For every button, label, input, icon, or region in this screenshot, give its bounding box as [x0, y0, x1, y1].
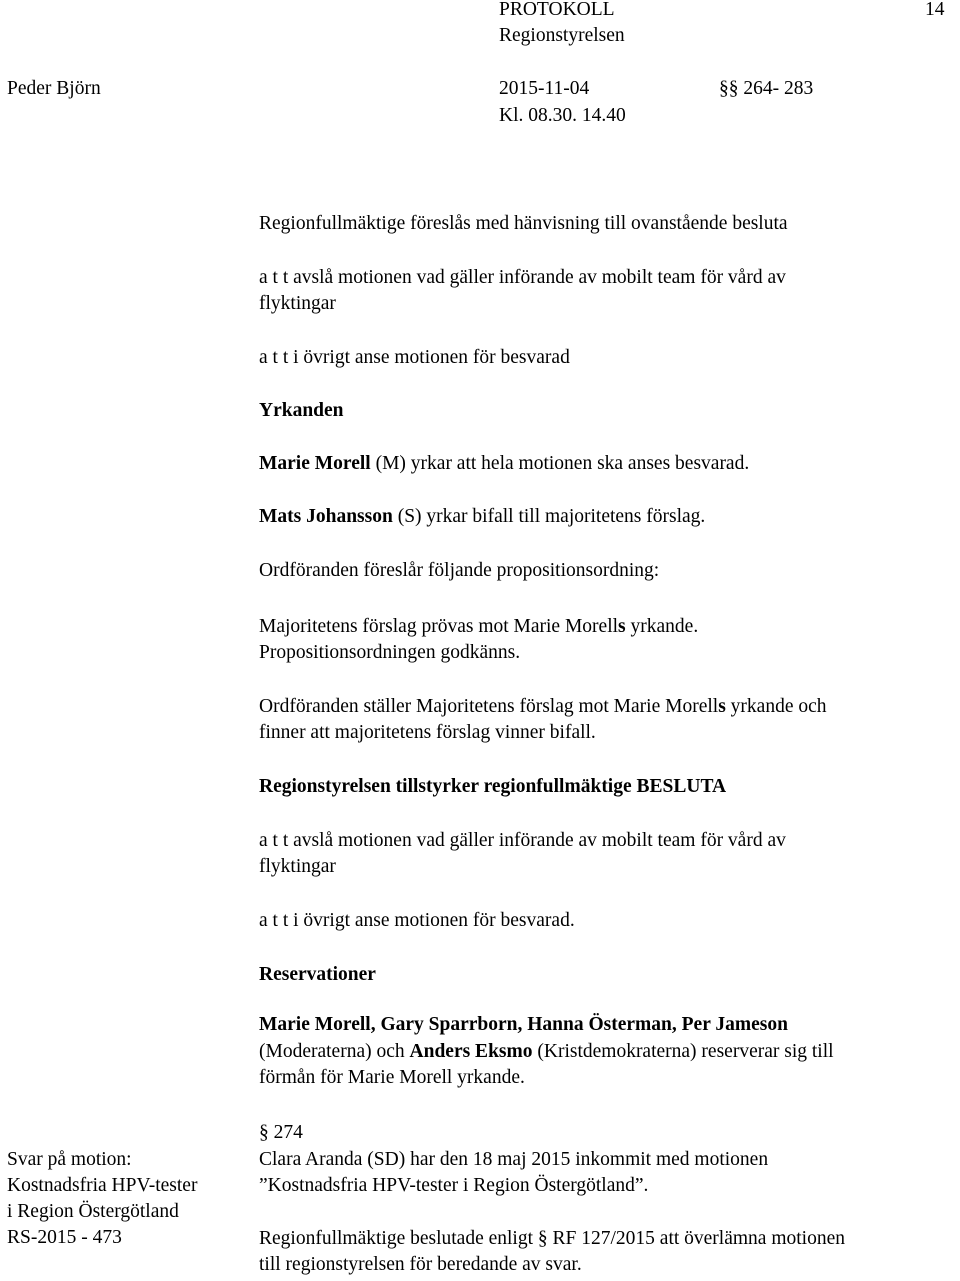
reservation-names: Marie Morell, Gary Sparrborn, Hanna Österman, Per Jameson — [259, 1014, 788, 1035]
meeting-time: Kl. 08.30. 14.40 — [499, 105, 626, 126]
decision-att-1-line2: flyktingar — [259, 856, 336, 877]
proposition-line-1: Majoritetens förslag prövas mot Marie Morells yrkande. — [259, 616, 699, 637]
reservation-line2: (Moderaterna) och Anders Eksmo (Kristdemokraterna) reserverar sig till — [259, 1041, 834, 1062]
organization: Regionstyrelsen — [499, 25, 625, 46]
proposal-intro: Regionfullmäktige föreslås med hänvisning till ovanstående besluta — [259, 213, 788, 234]
secretary-name: Peder Björn — [7, 78, 101, 99]
motion-text-line3: Regionfullmäktige beslutade enligt § RF 127/2015 att överlämna motionen — [259, 1228, 845, 1249]
side-title-line2: Kostnadsfria HPV-tester — [7, 1175, 198, 1196]
motion-text-line4: till regionstyrelsen för beredande av svar. — [259, 1254, 582, 1275]
case-number: RS-2015 - 473 — [7, 1227, 122, 1248]
meeting-date: 2015-11-04 — [499, 78, 590, 99]
page-number: 14 — [925, 0, 945, 20]
chair-ruling-line2: finner att majoritetens förslag vinner bifall. — [259, 722, 596, 743]
doc-type: PROTOKOLL — [499, 0, 615, 20]
speaker-name: Mats Johansson — [259, 506, 393, 527]
decision-heading: Regionstyrelsen tillstyrker regionfullmäktige BESLUTA — [259, 776, 727, 797]
chair-ruling-line1: Ordföranden ställer Majoritetens förslag mot Marie Morells yrkande och — [259, 696, 827, 717]
motion-yrkande-2: Mats Johansson (S) yrkar bifall till majoritetens förslag. — [259, 506, 706, 527]
speaker-name: Marie Morell — [259, 453, 371, 474]
proposal-att-1-line1: a t t avslå motionen vad gäller införande av mobilt team för vård av — [259, 267, 786, 288]
proposition-approved: Propositionsordningen godkänns. — [259, 642, 521, 663]
decision-att-1-line1: a t t avslå motionen vad gäller införande av mobilt team för vård av — [259, 830, 786, 851]
motion-yrkande-1: Marie Morell (M) yrkar att hela motionen ska anses besvarad. — [259, 453, 750, 474]
side-title-line3: i Region Östergötland — [7, 1201, 179, 1222]
proposal-att-2: a t t i övrigt anse motionen för besvarad — [259, 347, 570, 368]
proposal-att-1-line2: flyktingar — [259, 293, 336, 314]
section-number: § 274 — [259, 1122, 303, 1143]
decision-att-2: a t t i övrigt anse motionen för besvarad. — [259, 910, 575, 931]
motion-text-line1: Clara Aranda (SD) har den 18 maj 2015 inkommit med motionen — [259, 1149, 769, 1170]
motion-text-line2: ”Kostnadsfria HPV-tester i Region Östergötland”. — [259, 1175, 649, 1196]
reservation-line3: förmån för Marie Morell yrkande. — [259, 1067, 525, 1088]
chair-proposal: Ordföranden föreslår följande propositionsordning: — [259, 560, 660, 581]
heading-yrkanden: Yrkanden — [259, 400, 344, 421]
side-title-line1: Svar på motion: — [7, 1149, 132, 1170]
section-range: §§ 264- 283 — [719, 78, 814, 99]
heading-reservationer: Reservationer — [259, 964, 376, 985]
